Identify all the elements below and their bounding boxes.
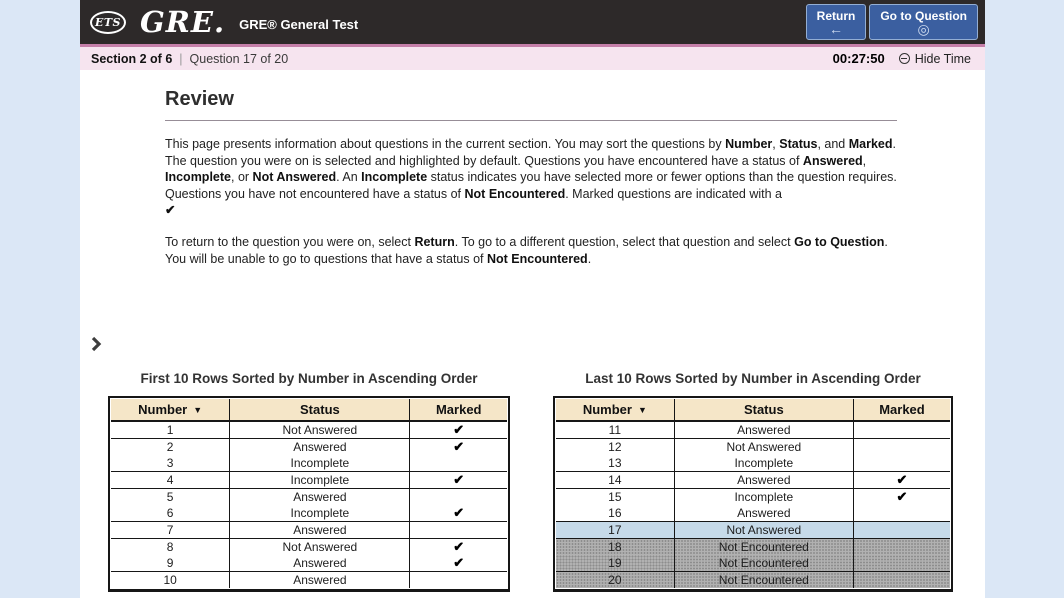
cell-question-number: 18 (556, 539, 674, 556)
gre-logo: GRE. (140, 5, 226, 39)
cell-question-status: Answered (674, 505, 853, 522)
column-header-number[interactable] (556, 399, 674, 421)
table-row-question-8[interactable] (111, 539, 507, 556)
table-row-question-17[interactable] (556, 522, 950, 539)
top-bar (80, 0, 985, 44)
checkmark-icon: ✔ (410, 472, 507, 489)
timer-area (833, 51, 971, 66)
cell-question-number: 20 (556, 572, 674, 589)
checkmark-icon: ✔ (410, 555, 507, 572)
column-header-status[interactable]: Status (674, 399, 853, 421)
table-row-question-15[interactable] (556, 489, 950, 506)
table-row-question-9[interactable] (111, 555, 507, 572)
cell-question-number: 15 (556, 489, 674, 506)
cell-question-number: 5 (111, 489, 230, 506)
return-button[interactable] (806, 4, 867, 40)
cell-question-number: 14 (556, 472, 674, 489)
review-table-first-rows (108, 396, 510, 592)
cell-question-status: Incomplete (674, 455, 853, 472)
hide-time-icon (899, 53, 910, 64)
cell-question-number: 19 (556, 555, 674, 572)
cell-question-status: Not Answered (674, 522, 853, 539)
cell-question-status: Incomplete (230, 455, 410, 472)
hide-time-label: Hide Time (914, 51, 971, 66)
checkmark-icon: ✔ (896, 489, 908, 504)
cell-marked-empty (853, 421, 950, 439)
checkmark-icon: ✔ (410, 421, 507, 439)
cell-question-status: Answered (674, 472, 853, 489)
cell-question-status: Incomplete (230, 505, 410, 522)
cell-question-number: 10 (111, 572, 230, 589)
go-to-question-button[interactable] (869, 4, 978, 40)
section-label: Section 2 of 6 (91, 51, 173, 66)
checkmark-icon: ✔ (410, 505, 507, 522)
cell-question-number: 1 (111, 421, 230, 439)
ets-logo-text: ETS (94, 15, 121, 29)
cell-question-status: Answered (230, 489, 410, 506)
table-body (556, 421, 950, 588)
table-row-question-5[interactable] (111, 489, 507, 506)
cell-question-status: Answered (230, 555, 410, 572)
checkmark-icon: ✔ (453, 539, 465, 554)
cell-question-number: 6 (111, 505, 230, 522)
sort-descending-icon: ▼ (637, 405, 647, 415)
table-row-question-7[interactable] (111, 522, 507, 539)
checkmark-icon: ✔ (453, 439, 465, 454)
table-row-question-11[interactable] (556, 421, 950, 439)
cell-question-number: 13 (556, 455, 674, 472)
cell-question-status: Answered (230, 522, 410, 539)
return-button-label: Return (816, 8, 856, 23)
cell-marked-empty (410, 489, 507, 506)
table-row-question-12[interactable] (556, 439, 950, 456)
review-content (80, 70, 985, 598)
cell-question-number: 9 (111, 555, 230, 572)
table-body (111, 421, 507, 588)
header-buttons (806, 4, 985, 40)
table-row-question-10[interactable] (111, 572, 507, 589)
cell-question-number: 16 (556, 505, 674, 522)
test-window (80, 0, 985, 598)
table-row-question-6[interactable] (111, 505, 507, 522)
cell-question-number: 17 (556, 522, 674, 539)
cell-marked-empty (853, 572, 950, 589)
table-title-first-rows: First 10 Rows Sorted by Number in Ascending Order (140, 371, 478, 386)
cell-marked-empty (410, 522, 507, 539)
cell-marked-empty (853, 555, 950, 572)
cell-question-number: 4 (111, 472, 230, 489)
title-rule (165, 120, 897, 121)
cell-marked-empty (853, 455, 950, 472)
cell-question-status: Not Encountered (674, 572, 853, 589)
cell-question-status: Not Encountered (674, 555, 853, 572)
table-title-last-rows: Last 10 Rows Sorted by Number in Ascending Order (585, 371, 921, 386)
cell-marked-empty (853, 439, 950, 456)
cell-marked-empty (410, 572, 507, 589)
cell-question-number: 8 (111, 539, 230, 556)
hide-time-toggle[interactable] (899, 52, 971, 66)
cell-question-number: 7 (111, 522, 230, 539)
cell-question-status: Not Answered (230, 421, 410, 439)
table-row-question-20 (556, 572, 950, 589)
go-to-question-button-label: Go to Question (880, 8, 967, 23)
column-header-status[interactable]: Status (230, 399, 410, 421)
review-instructions-paragraph-1: This page presents information about questions in the current section. You may sort the questions by Number, Status, and Marked. The question you were on is selected and highlighted by default. Questions you have encountered have a status of Answered, Incomplete, or Not Answered. An Incomplete status indicates you have selected more or fewer options than the question requires. Questions you have not encountered have a status of Not Encountered. Marked questions are indicated with a ✔ (165, 137, 897, 217)
sort-descending-icon: ▼ (193, 405, 203, 415)
column-header-number[interactable] (111, 399, 230, 421)
cell-question-number: 2 (111, 439, 230, 456)
cell-question-status: Answered (230, 572, 410, 589)
table-row-question-4[interactable] (111, 472, 507, 489)
cell-question-status: Incomplete (230, 472, 410, 489)
checkmark-icon: ✔ (853, 472, 950, 489)
review-table-last-rows (553, 396, 953, 592)
table-row-question-19 (556, 555, 950, 572)
cell-question-number: 12 (556, 439, 674, 456)
number-header-label: Number (582, 402, 632, 417)
table-row-question-2[interactable] (111, 439, 507, 456)
question-counter: Question 17 of 20 (189, 51, 289, 66)
table-row-question-13[interactable] (556, 455, 950, 472)
timer-value: 00:27:50 (832, 51, 885, 66)
column-header-marked[interactable]: Marked (853, 399, 950, 421)
table-header-row (556, 399, 950, 421)
page-title: Review (165, 88, 234, 110)
table-row-question-14[interactable] (556, 472, 950, 489)
cell-marked-empty (853, 539, 950, 556)
cell-question-status: Not Answered (674, 439, 853, 456)
cell-question-status: Not Answered (230, 539, 410, 556)
cell-marked-empty (853, 522, 950, 539)
chevron-right-icon[interactable] (90, 336, 106, 354)
section-divider: | (179, 51, 183, 66)
cell-question-status: Not Encountered (674, 539, 853, 556)
section-status-bar (80, 47, 985, 70)
bullseye-icon: ◎ (917, 20, 930, 37)
table-header-row (111, 399, 507, 421)
cell-question-number: 3 (111, 455, 230, 472)
table-row-question-1[interactable] (111, 421, 507, 439)
product-title: GRE® General Test (239, 16, 359, 32)
cell-question-status: Answered (674, 421, 853, 439)
cell-question-status: Incomplete (674, 489, 853, 506)
table-row-question-16[interactable] (556, 505, 950, 522)
table-row-question-18 (556, 539, 950, 556)
logo-area (80, 5, 358, 39)
left-arrow-icon: ← (828, 20, 843, 37)
cell-question-status: Answered (230, 439, 410, 456)
review-instructions-paragraph-2: To return to the question you were on, select Return. To go to a different question, select that question and select Go to Question. You will be unable to go to questions that have a status of Not Encountered. (165, 235, 888, 266)
column-header-marked[interactable]: Marked (410, 399, 507, 421)
ets-logo (90, 11, 126, 34)
cell-question-number: 11 (556, 421, 674, 439)
cell-marked-empty (853, 505, 950, 522)
cell-marked-empty (410, 455, 507, 472)
table-row-question-3[interactable] (111, 455, 507, 472)
number-header-label: Number (138, 402, 188, 417)
